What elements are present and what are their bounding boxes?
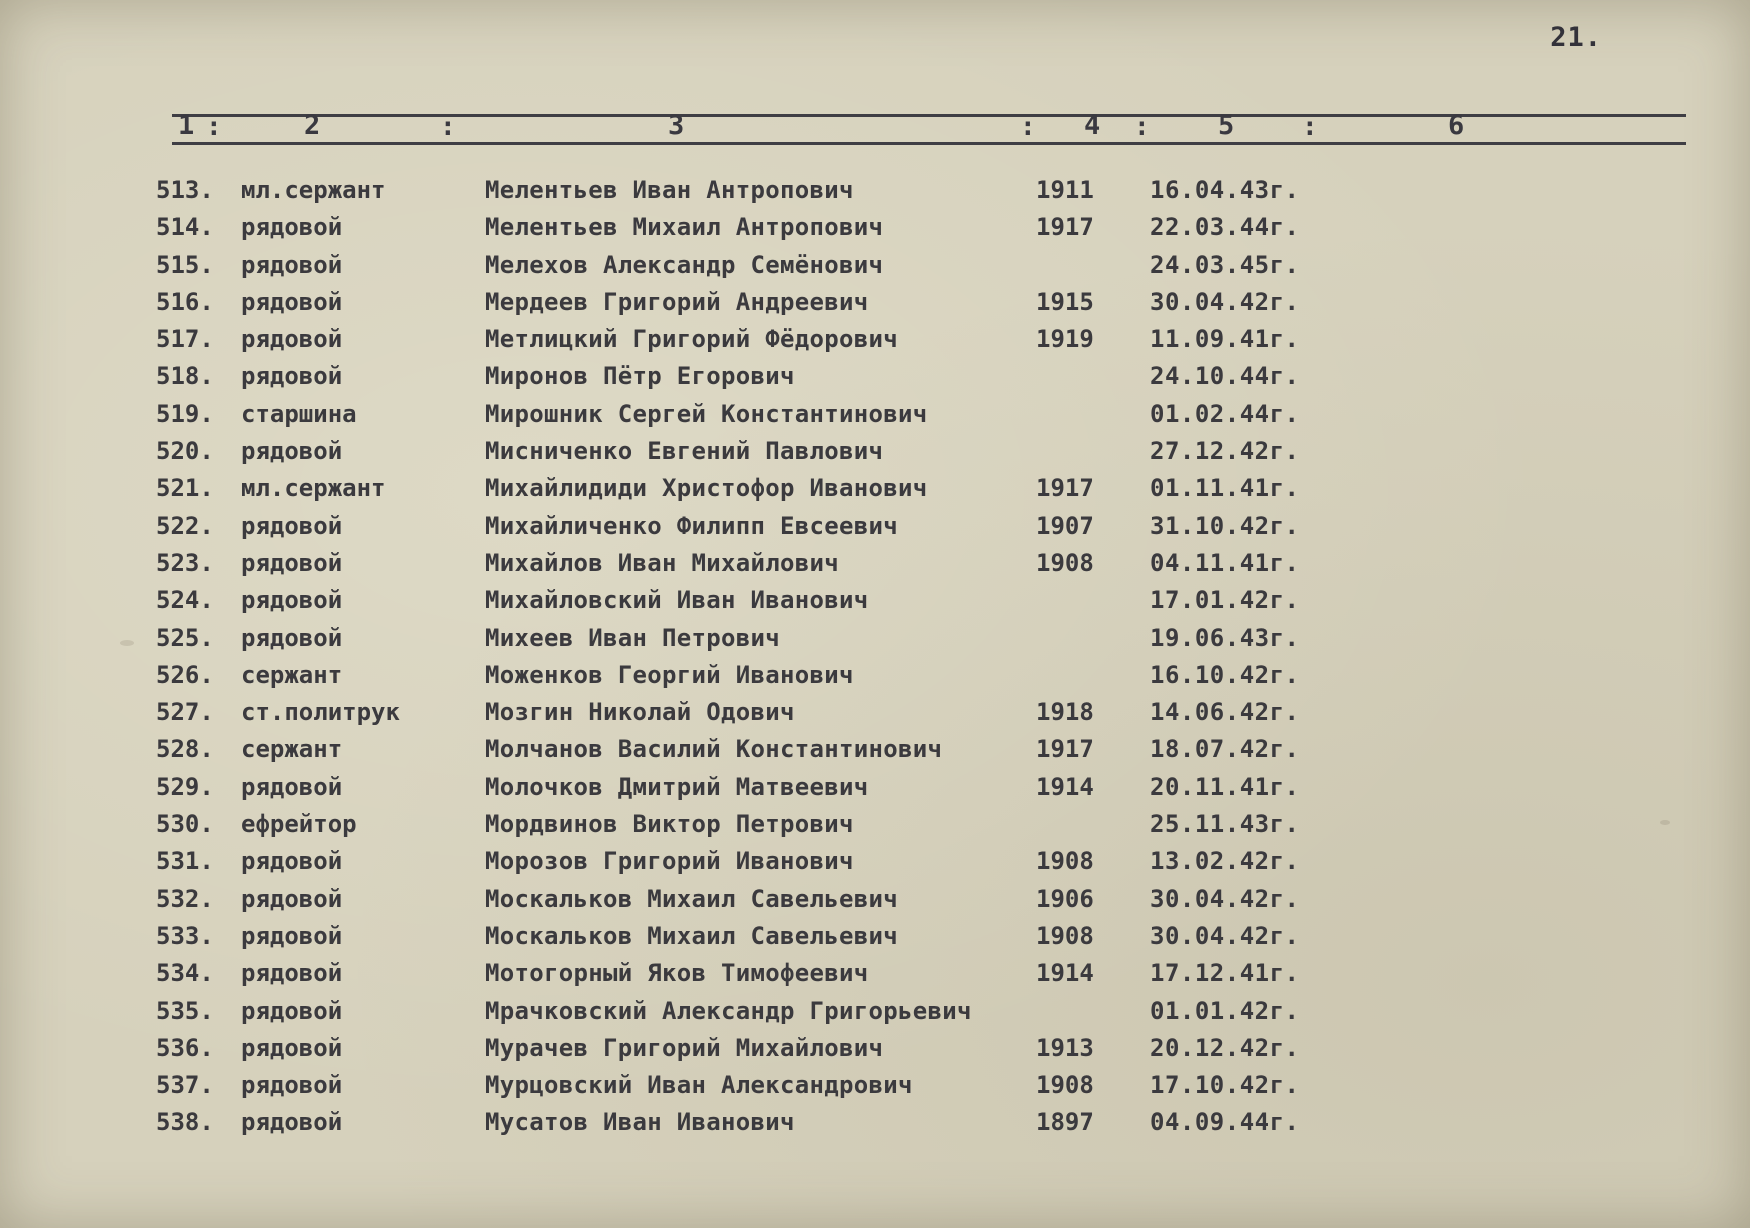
table-row	[0, 1104, 1750, 1141]
column-separator: :	[1302, 112, 1318, 142]
birth-year: 1908	[1036, 921, 1094, 950]
rank: старшина	[241, 399, 357, 428]
table-row	[0, 396, 1750, 433]
table-row	[0, 172, 1750, 209]
full-name: Моженков Георгий Иванович	[485, 660, 854, 689]
birth-year: 1908	[1036, 847, 1094, 876]
date: 04.11.41г.	[1150, 548, 1300, 577]
row-number: 525.	[156, 623, 214, 652]
row-number: 536.	[156, 1033, 214, 1062]
full-name: Морозов Григорий Иванович	[485, 847, 854, 876]
rank: рядовой	[241, 921, 343, 950]
birth-year: 1907	[1036, 511, 1094, 540]
column-header-4: 4	[1084, 110, 1101, 141]
header-bottom-rule	[172, 142, 1686, 145]
date: 27.12.42г.	[1150, 437, 1300, 466]
rank: рядовой	[241, 325, 343, 354]
row-number: 531.	[156, 847, 214, 876]
date: 24.03.45г.	[1150, 250, 1300, 279]
birth-year: 1897	[1036, 1108, 1094, 1137]
table-row	[0, 582, 1750, 619]
date: 30.04.42г.	[1150, 287, 1300, 316]
rank: сержант	[241, 735, 343, 764]
table-row	[0, 843, 1750, 880]
date: 04.09.44г.	[1150, 1108, 1300, 1137]
birth-year: 1917	[1036, 735, 1094, 764]
row-number: 516.	[156, 287, 214, 316]
rank: рядовой	[241, 1033, 343, 1062]
date: 19.06.43г.	[1150, 623, 1300, 652]
date: 01.11.41г.	[1150, 474, 1300, 503]
table-row	[0, 508, 1750, 545]
date: 22.03.44г.	[1150, 213, 1300, 242]
date: 25.11.43г.	[1150, 810, 1300, 839]
column-header-5: 5	[1218, 110, 1235, 141]
birth-year: 1911	[1036, 176, 1094, 204]
row-number: 520.	[156, 437, 214, 466]
table-row	[0, 247, 1750, 284]
date: 16.10.42г.	[1150, 660, 1300, 689]
birth-year: 1908	[1036, 548, 1094, 577]
rank: мл.сержант	[241, 176, 386, 204]
rank: рядовой	[241, 772, 343, 801]
row-number: 513.	[156, 176, 214, 204]
full-name: Москальков Михаил Савельевич	[485, 921, 898, 950]
birth-year: 1914	[1036, 772, 1094, 801]
row-number: 522.	[156, 511, 214, 540]
table-row	[0, 470, 1750, 507]
date: 01.01.42г.	[1150, 996, 1300, 1025]
date: 18.07.42г.	[1150, 735, 1300, 764]
rank: сержант	[241, 660, 343, 689]
full-name: Мрачковский Александр Григорьевич	[485, 996, 972, 1025]
row-number: 523.	[156, 548, 214, 577]
rank: рядовой	[241, 884, 343, 913]
table-row	[0, 918, 1750, 955]
table-row	[0, 1030, 1750, 1067]
row-number: 519.	[156, 399, 214, 428]
table-row	[0, 358, 1750, 395]
date: 30.04.42г.	[1150, 921, 1300, 950]
column-separator: :	[1020, 112, 1036, 142]
row-number: 534.	[156, 959, 214, 988]
full-name: Михайличенко Филипп Евсеевич	[485, 511, 898, 540]
date: 31.10.42г.	[1150, 511, 1300, 540]
rank: рядовой	[241, 213, 343, 242]
full-name: Мелехов Александр Семёнович	[485, 250, 884, 279]
full-name: Мозгин Николай Одович	[485, 698, 795, 727]
rank: рядовой	[241, 1071, 343, 1100]
full-name: Михайловский Иван Иванович	[485, 586, 869, 615]
full-name: Мисниченко Евгений Павлович	[485, 437, 884, 466]
rank: рядовой	[241, 996, 343, 1025]
row-number: 535.	[156, 996, 214, 1025]
row-number: 517.	[156, 325, 214, 354]
full-name: Мелентьев Михаил Антропович	[485, 213, 884, 242]
full-name: Мурачев Григорий Михайлович	[485, 1033, 884, 1062]
casualty-list	[0, 172, 1750, 1142]
rank: рядовой	[241, 586, 343, 615]
column-header-1: 1	[178, 110, 195, 141]
table-row	[0, 209, 1750, 246]
table-row	[0, 993, 1750, 1030]
table-row	[0, 955, 1750, 992]
full-name: Миронов Пётр Егорович	[485, 362, 795, 391]
birth-year: 1914	[1036, 959, 1094, 988]
row-number: 538.	[156, 1108, 214, 1137]
date: 11.09.41г.	[1150, 325, 1300, 354]
birth-year: 1917	[1036, 474, 1094, 503]
table-row	[0, 321, 1750, 358]
rank: рядовой	[241, 548, 343, 577]
rank: рядовой	[241, 250, 343, 279]
birth-year: 1913	[1036, 1033, 1094, 1062]
row-number: 521.	[156, 474, 214, 503]
full-name: Мотогорный Яков Тимофеевич	[485, 959, 869, 988]
rank: рядовой	[241, 362, 343, 391]
date: 13.02.42г.	[1150, 847, 1300, 876]
table-row	[0, 881, 1750, 918]
table-row	[0, 1067, 1750, 1104]
row-number: 533.	[156, 921, 214, 950]
row-number: 518.	[156, 362, 214, 391]
full-name: Мусатов Иван Иванович	[485, 1108, 795, 1137]
rank: рядовой	[241, 959, 343, 988]
date: 17.10.42г.	[1150, 1071, 1300, 1100]
row-number: 529.	[156, 772, 214, 801]
rank: рядовой	[241, 437, 343, 466]
table-row	[0, 545, 1750, 582]
table-row	[0, 769, 1750, 806]
rank: ст.политрук	[241, 698, 400, 727]
birth-year: 1919	[1036, 325, 1094, 354]
full-name: Мердеев Григорий Андреевич	[485, 287, 869, 316]
rank: рядовой	[241, 1108, 343, 1137]
birth-year: 1918	[1036, 698, 1094, 727]
rank: мл.сержант	[241, 474, 386, 503]
full-name: Мирошник Сергей Константинович	[485, 399, 928, 428]
full-name: Михеев Иван Петрович	[485, 623, 780, 652]
birth-year: 1915	[1036, 287, 1094, 316]
birth-year: 1908	[1036, 1071, 1094, 1100]
column-header-2: 2	[304, 110, 321, 141]
date: 20.12.42г.	[1150, 1033, 1300, 1062]
table-row	[0, 657, 1750, 694]
full-name: Москальков Михаил Савельевич	[485, 884, 898, 913]
full-name: Михайлов Иван Михайлович	[485, 548, 839, 577]
table-row	[0, 806, 1750, 843]
table-row	[0, 731, 1750, 768]
date: 30.04.42г.	[1150, 884, 1300, 913]
row-number: 515.	[156, 250, 214, 279]
date: 20.11.41г.	[1150, 772, 1300, 801]
rank: ефрейтор	[241, 810, 357, 839]
date: 17.12.41г.	[1150, 959, 1300, 988]
page-number: 21.	[1550, 22, 1602, 53]
date: 17.01.42г.	[1150, 586, 1300, 615]
row-number: 524.	[156, 586, 214, 615]
rank: рядовой	[241, 847, 343, 876]
full-name: Мелентьев Иван Антропович	[485, 176, 854, 204]
birth-year: 1917	[1036, 213, 1094, 242]
column-header-6: 6	[1448, 110, 1465, 141]
rank: рядовой	[241, 623, 343, 652]
date: 14.06.42г.	[1150, 698, 1300, 727]
full-name: Метлицкий Григорий Фёдорович	[485, 325, 898, 354]
table-row	[0, 284, 1750, 321]
table-row	[0, 433, 1750, 470]
column-separator: :	[440, 112, 456, 142]
row-number: 526.	[156, 660, 214, 689]
full-name: Молочков Дмитрий Матвеевич	[485, 772, 869, 801]
row-number: 530.	[156, 810, 214, 839]
date: 24.10.44г.	[1150, 362, 1300, 391]
row-number: 532.	[156, 884, 214, 913]
full-name: Мурцовский Иван Александрович	[485, 1071, 913, 1100]
paper-smudge	[1660, 820, 1670, 825]
full-name: Мордвинов Виктор Петрович	[485, 810, 854, 839]
birth-year: 1906	[1036, 884, 1094, 913]
full-name: Михайлидиди Христофор Иванович	[485, 474, 928, 503]
rank: рядовой	[241, 511, 343, 540]
column-header-3: 3	[668, 110, 685, 141]
table-row	[0, 620, 1750, 657]
row-number: 528.	[156, 735, 214, 764]
full-name: Молчанов Василий Константинович	[485, 735, 943, 764]
row-number: 527.	[156, 698, 214, 727]
row-number: 537.	[156, 1071, 214, 1100]
column-separator: :	[206, 112, 222, 142]
date: 01.02.44г.	[1150, 399, 1300, 428]
row-number: 514.	[156, 213, 214, 242]
rank: рядовой	[241, 287, 343, 316]
date: 16.04.43г.	[1150, 176, 1300, 204]
paper-smudge	[120, 640, 134, 646]
table-row	[0, 694, 1750, 731]
column-separator: :	[1134, 112, 1150, 142]
